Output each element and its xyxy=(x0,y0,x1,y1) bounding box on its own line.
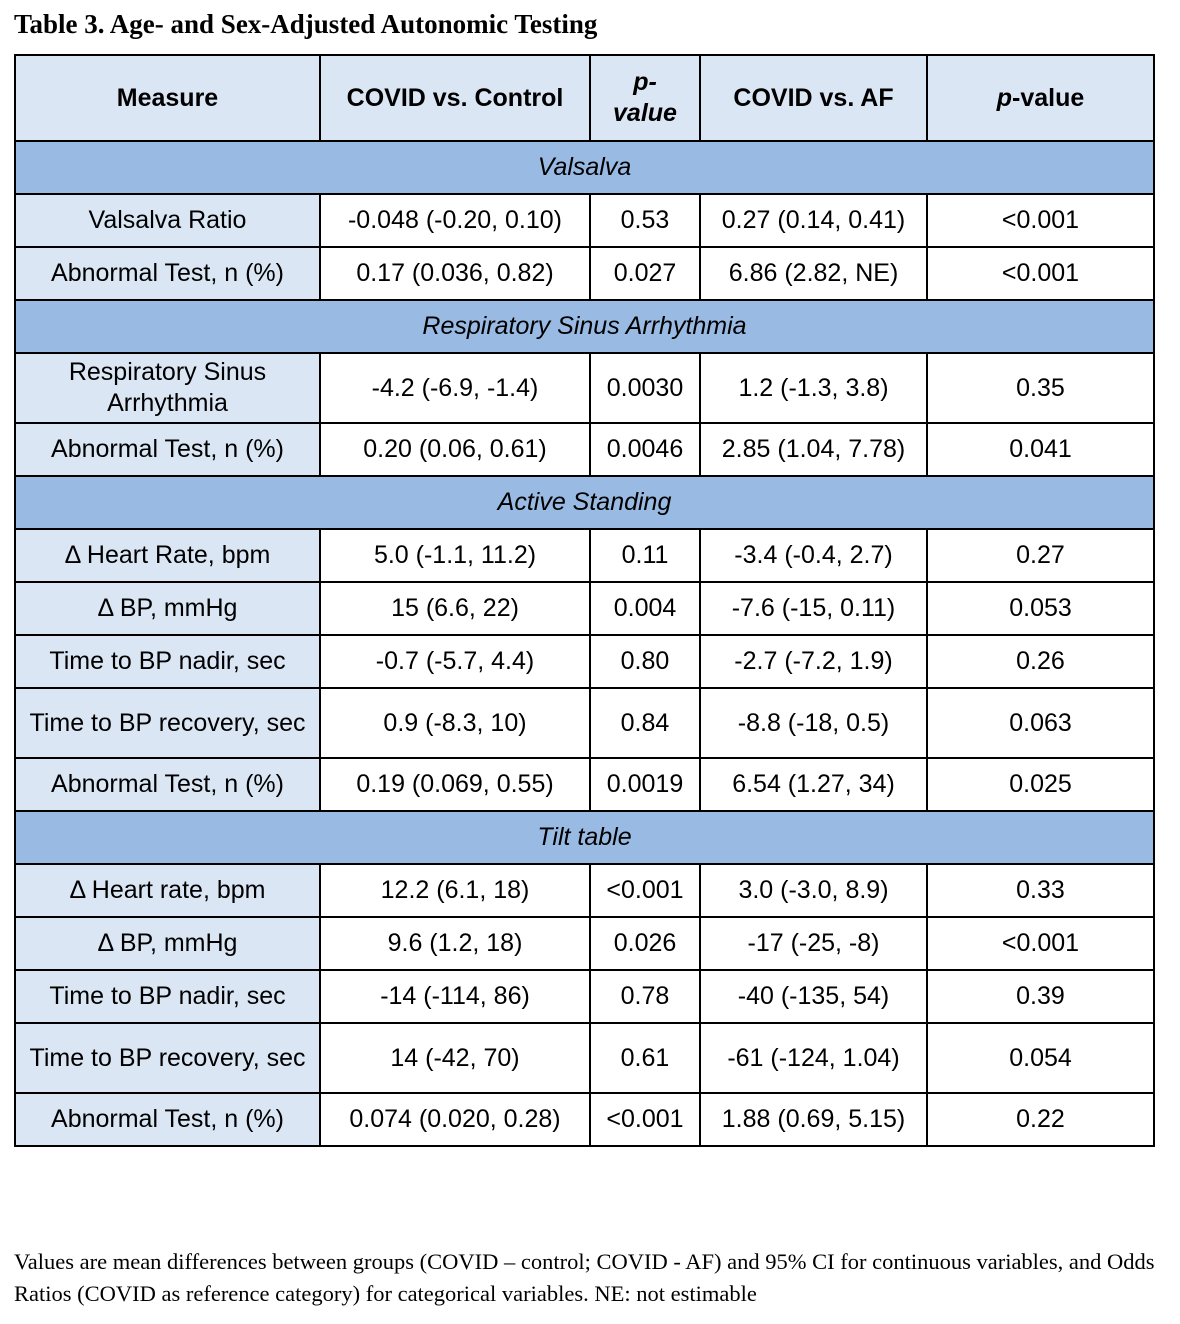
p-value-control-cell: 0.84 xyxy=(590,688,700,758)
table-row xyxy=(15,582,1154,635)
table-row xyxy=(15,917,1154,970)
covid-vs-control-cell: -4.2 (-6.9, -1.4) xyxy=(320,353,590,423)
covid-vs-control-cell: 0.19 (0.069, 0.55) xyxy=(320,758,590,811)
covid-vs-control-cell: 15 (6.6, 22) xyxy=(320,582,590,635)
p-value-control-cell: 0.80 xyxy=(590,635,700,688)
table-row xyxy=(15,1023,1154,1093)
p-value-af-cell: 0.39 xyxy=(927,970,1154,1023)
covid-vs-af-cell: -3.4 (-0.4, 2.7) xyxy=(700,529,927,582)
table-row xyxy=(15,864,1154,917)
table-row xyxy=(15,247,1154,300)
measure-cell: Δ BP, mmHg xyxy=(15,582,320,635)
measure-cell: Abnormal Test, n (%) xyxy=(15,758,320,811)
p-value-control-cell: 0.0030 xyxy=(590,353,700,423)
table-body xyxy=(15,141,1154,1146)
autonomic-testing-table xyxy=(14,54,1155,1147)
header-p-value-control-p: p- xyxy=(633,68,657,96)
measure-cell: Time to BP nadir, sec xyxy=(15,970,320,1023)
p-value-af-cell: <0.001 xyxy=(927,247,1154,300)
measure-cell: Abnormal Test, n (%) xyxy=(15,423,320,476)
table-row xyxy=(15,353,1154,423)
section-header-row xyxy=(15,141,1154,194)
section-header-row xyxy=(15,300,1154,353)
p-value-control-cell: 0.78 xyxy=(590,970,700,1023)
measure-cell: Time to BP recovery, sec xyxy=(15,1023,320,1093)
measure-cell: Time to BP recovery, sec xyxy=(15,688,320,758)
p-value-control-cell: <0.001 xyxy=(590,864,700,917)
measure-cell: Abnormal Test, n (%) xyxy=(15,1093,320,1146)
table-row xyxy=(15,423,1154,476)
covid-vs-af-cell: 0.27 (0.14, 0.41) xyxy=(700,194,927,247)
covid-vs-control-cell: 12.2 (6.1, 18) xyxy=(320,864,590,917)
p-value-af-cell: 0.054 xyxy=(927,1023,1154,1093)
section-title: Valsalva xyxy=(15,141,1154,194)
p-value-control-cell: 0.004 xyxy=(590,582,700,635)
covid-vs-control-cell: 0.9 (-8.3, 10) xyxy=(320,688,590,758)
table-row xyxy=(15,758,1154,811)
measure-cell: Respiratory Sinus Arrhythmia xyxy=(15,353,320,423)
covid-vs-af-cell: -7.6 (-15, 0.11) xyxy=(700,582,927,635)
header-p-value-af-p: p xyxy=(996,83,1012,112)
p-value-af-cell: 0.025 xyxy=(927,758,1154,811)
p-value-af-cell: <0.001 xyxy=(927,917,1154,970)
p-value-af-cell: 0.063 xyxy=(927,688,1154,758)
header-p-value-af-value: -value xyxy=(1012,83,1085,112)
header-covid-vs-af: COVID vs. AF xyxy=(700,55,927,141)
header-covid-vs-control: COVID vs. Control xyxy=(320,55,590,141)
covid-vs-af-cell: -8.8 (-18, 0.5) xyxy=(700,688,927,758)
measure-cell: Abnormal Test, n (%) xyxy=(15,247,320,300)
measure-cell: Δ Heart rate, bpm xyxy=(15,864,320,917)
covid-vs-control-cell: 5.0 (-1.1, 11.2) xyxy=(320,529,590,582)
covid-vs-af-cell: 1.2 (-1.3, 3.8) xyxy=(700,353,927,423)
covid-vs-af-cell: 1.88 (0.69, 5.15) xyxy=(700,1093,927,1146)
p-value-control-cell: 0.53 xyxy=(590,194,700,247)
table-footnote: Values are mean differences between groups (COVID – control; COVID - AF) and 95% CI for continuous variables, and Odds Ratios (COVID as reference category) for categorical variables. NE: not estimable xyxy=(14,1249,1155,1306)
covid-vs-control-cell: 0.074 (0.020, 0.28) xyxy=(320,1093,590,1146)
p-value-control-cell: 0.11 xyxy=(590,529,700,582)
section-header-row xyxy=(15,811,1154,864)
covid-vs-control-cell: -0.048 (-0.20, 0.10) xyxy=(320,194,590,247)
covid-vs-af-cell: 3.0 (-3.0, 8.9) xyxy=(700,864,927,917)
covid-vs-af-cell: 6.86 (2.82, NE) xyxy=(700,247,927,300)
covid-vs-af-cell: -17 (-25, -8) xyxy=(700,917,927,970)
table-row xyxy=(15,970,1154,1023)
p-value-af-cell: 0.041 xyxy=(927,423,1154,476)
header-p-value-control-value: value xyxy=(613,99,677,127)
p-value-af-cell: 0.22 xyxy=(927,1093,1154,1146)
covid-vs-af-cell: -2.7 (-7.2, 1.9) xyxy=(700,635,927,688)
p-value-control-cell: 0.61 xyxy=(590,1023,700,1093)
measure-cell: Δ BP, mmHg xyxy=(15,917,320,970)
p-value-control-cell: 0.027 xyxy=(590,247,700,300)
section-header-row xyxy=(15,476,1154,529)
p-value-af-cell: 0.35 xyxy=(927,353,1154,423)
covid-vs-control-cell: -14 (-114, 86) xyxy=(320,970,590,1023)
covid-vs-control-cell: 0.17 (0.036, 0.82) xyxy=(320,247,590,300)
p-value-control-cell: 0.026 xyxy=(590,917,700,970)
header-measure: Measure xyxy=(15,55,320,141)
covid-vs-control-cell: -0.7 (-5.7, 4.4) xyxy=(320,635,590,688)
covid-vs-af-cell: 6.54 (1.27, 34) xyxy=(700,758,927,811)
table-row xyxy=(15,635,1154,688)
table-row xyxy=(15,688,1154,758)
p-value-af-cell: 0.33 xyxy=(927,864,1154,917)
covid-vs-control-cell: 14 (-42, 70) xyxy=(320,1023,590,1093)
measure-cell: Δ Heart Rate, bpm xyxy=(15,529,320,582)
measure-cell: Valsalva Ratio xyxy=(15,194,320,247)
covid-vs-control-cell: 9.6 (1.2, 18) xyxy=(320,917,590,970)
section-title: Respiratory Sinus Arrhythmia xyxy=(15,300,1154,353)
table-row xyxy=(15,1093,1154,1146)
covid-vs-af-cell: -40 (-135, 54) xyxy=(700,970,927,1023)
section-title: Active Standing xyxy=(15,476,1154,529)
header-p-value-control xyxy=(590,55,700,141)
covid-vs-control-cell: 0.20 (0.06, 0.61) xyxy=(320,423,590,476)
p-value-control-cell: 0.0046 xyxy=(590,423,700,476)
section-title: Tilt table xyxy=(15,811,1154,864)
covid-vs-af-cell: -61 (-124, 1.04) xyxy=(700,1023,927,1093)
table-row xyxy=(15,194,1154,247)
p-value-af-cell: 0.26 xyxy=(927,635,1154,688)
covid-vs-af-cell: 2.85 (1.04, 7.78) xyxy=(700,423,927,476)
p-value-af-cell: 0.053 xyxy=(927,582,1154,635)
p-value-control-cell: 0.0019 xyxy=(590,758,700,811)
p-value-af-cell: 0.27 xyxy=(927,529,1154,582)
measure-cell: Time to BP nadir, sec xyxy=(15,635,320,688)
p-value-af-cell: <0.001 xyxy=(927,194,1154,247)
header-p-value-af xyxy=(927,55,1154,141)
table-title: Table 3. Age- and Sex-Adjusted Autonomic Testing xyxy=(14,9,598,39)
header-row xyxy=(15,55,1154,141)
table-row xyxy=(15,529,1154,582)
p-value-control-cell: <0.001 xyxy=(590,1093,700,1146)
